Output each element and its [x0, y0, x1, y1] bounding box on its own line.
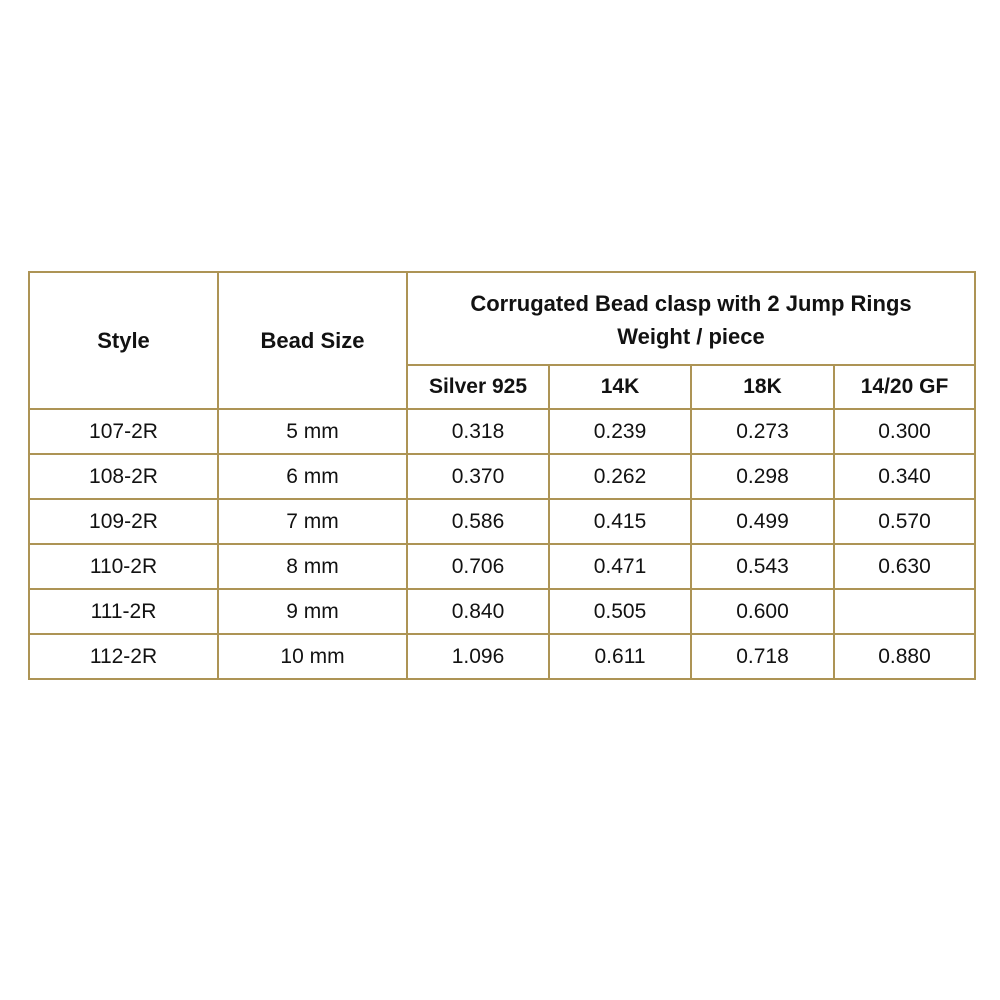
table-row: [29, 409, 975, 454]
style-cell: 111-2R: [29, 589, 218, 634]
bead-size-cell: 5 mm: [218, 409, 407, 454]
bead-size-cell: 8 mm: [218, 544, 407, 589]
style-cell: 110-2R: [29, 544, 218, 589]
weight-cell-18k: 0.600: [691, 589, 834, 634]
weight-cell-14k: 0.262: [549, 454, 691, 499]
weight-cell-14k: 0.239: [549, 409, 691, 454]
weight-cell-14-20-gf: 0.630: [834, 544, 975, 589]
table-row: [29, 589, 975, 634]
group-header-text: [408, 281, 974, 357]
weight-cell-18k: 0.718: [691, 634, 834, 679]
weight-cell-silver: 0.318: [407, 409, 549, 454]
weight-cell-silver: 0.586: [407, 499, 549, 544]
weight-cell-silver: 0.370: [407, 454, 549, 499]
column-header-14k: 14K: [549, 365, 691, 409]
style-cell: 109-2R: [29, 499, 218, 544]
bead-size-cell: 9 mm: [218, 589, 407, 634]
weight-cell-14k: 0.471: [549, 544, 691, 589]
column-header-18k: 18K: [691, 365, 834, 409]
table-row: [29, 544, 975, 589]
bead-size-cell: 7 mm: [218, 499, 407, 544]
weight-cell-18k: 0.298: [691, 454, 834, 499]
weight-cell-14k: 0.505: [549, 589, 691, 634]
weight-cell-18k: 0.499: [691, 499, 834, 544]
table-row: [29, 454, 975, 499]
table-row: [29, 499, 975, 544]
weight-cell-14-20-gf: 0.300: [834, 409, 975, 454]
header-row-group: [29, 272, 975, 365]
column-header-style: Style: [29, 272, 218, 409]
style-cell: 112-2R: [29, 634, 218, 679]
style-cell: 108-2R: [29, 454, 218, 499]
weight-cell-18k: 0.273: [691, 409, 834, 454]
bead-size-cell: 6 mm: [218, 454, 407, 499]
weight-cell-14k: 0.415: [549, 499, 691, 544]
group-header-line2: Weight / piece: [617, 323, 765, 349]
weight-cell-14-20-gf: 0.340: [834, 454, 975, 499]
group-header-line1: Corrugated Bead clasp with 2 Jump Rings: [470, 290, 912, 316]
weight-cell-14k: 0.611: [549, 634, 691, 679]
column-header-silver-925: Silver 925: [407, 365, 549, 409]
weight-cell-silver: 0.706: [407, 544, 549, 589]
group-header-cell: [407, 272, 975, 365]
weight-cell-silver: 0.840: [407, 589, 549, 634]
table-row: [29, 634, 975, 679]
weight-cell-14-20-gf: 0.570: [834, 499, 975, 544]
column-header-14-20-gf: 14/20 GF: [834, 365, 975, 409]
weight-cell-silver: 1.096: [407, 634, 549, 679]
style-cell: 107-2R: [29, 409, 218, 454]
bead-size-cell: 10 mm: [218, 634, 407, 679]
weight-cell-14-20-gf: 0.880: [834, 634, 975, 679]
weight-cell-18k: 0.543: [691, 544, 834, 589]
weight-spec-table: [28, 271, 976, 680]
weight-cell-14-20-gf: [834, 589, 975, 634]
column-header-bead-size: Bead Size: [218, 272, 407, 409]
